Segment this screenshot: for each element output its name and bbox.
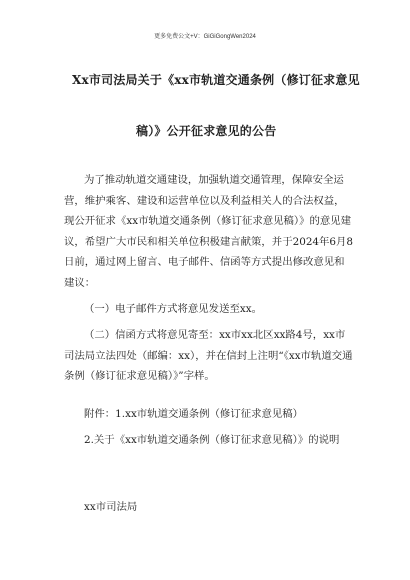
body-paragraph-letter: （二）信函方式将意见寄至：xx市xx北区xx路4号，xx市司法局立法四处（邮编：xx），并在信封上注明“《xx市轨道交通条例（修订征求意见稿）》”字样。	[64, 329, 353, 382]
header-note: 更多免费公文+V：GiGiGongWen2024	[154, 34, 256, 40]
document-title-line-1: Xx市司法局关于《xx市轨道交通条例（修订征求意见	[72, 73, 360, 87]
document-title-line-2: 稿）》公开征求意见的公告	[136, 124, 277, 138]
attachment-item-2: 2.关于《xx市轨道交通条例（修订征求意见稿）》的说明	[84, 434, 340, 446]
signature: xx市司法局	[84, 501, 138, 513]
body-paragraph-email: （一）电子邮件方式将意见发送至xx。	[84, 303, 262, 315]
body-paragraph-intro: 为了推动轨道交通建设，加强轨道交通管理，保障安全运营，维护乘客、建设和运营单位以及利益相关人的合法权益，现公开征求《xx市轨道交通条例（修订征求意见稿）》的意见建议，希望广大市民和相关单位积极建言献策，并于2024年6月8日前，通过网上留言、电子邮件、信函等方式提出修改意见和建议：	[64, 174, 354, 289]
attachment-item-1: 附件：1.xx市轨道交通条例（修订征求意见稿）	[84, 408, 304, 420]
